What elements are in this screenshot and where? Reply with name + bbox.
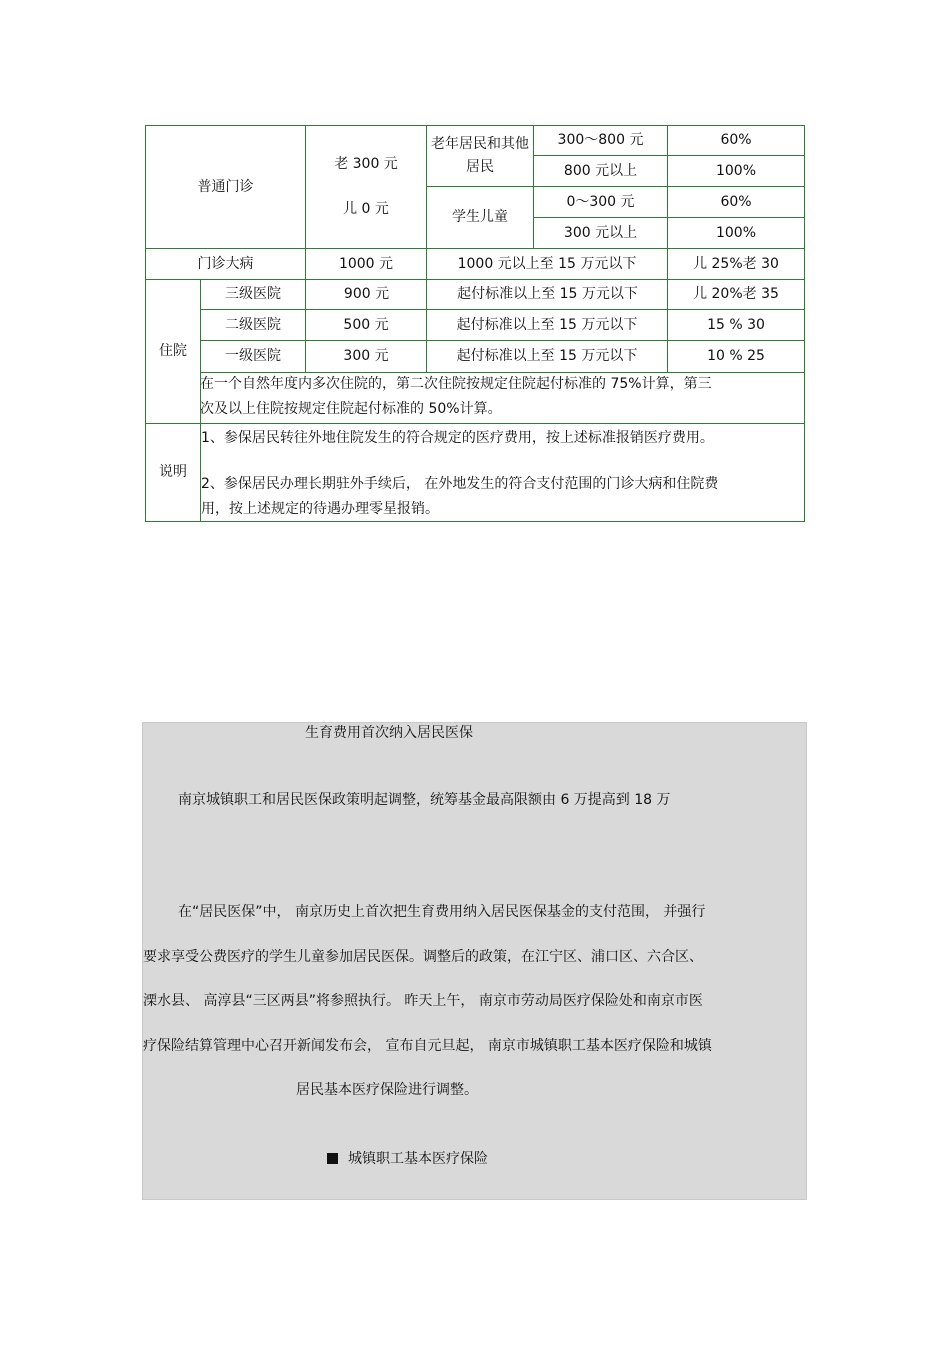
outpatient-label-cell (145, 125, 306, 249)
major-disease-label-cell (145, 248, 306, 280)
tier-rate: 100% (715, 224, 757, 241)
hospital-threshold: 500 元 (343, 316, 389, 333)
tier-range-cell (533, 186, 668, 218)
inpatient-note-line2: 次及以上住院按规定住院起付标准的 50%计算。 (200, 401, 502, 417)
article-paragraph-line: 要求享受公费医疗的学生儿童参加居民医保。调整后的政策，在江宁区、浦口区、六合区、 (143, 949, 703, 965)
note-item-2-line1: 2、参保居民办理长期驻外手续后， 在外地发生的符合支付范围的门诊大病和住院费 (201, 476, 719, 492)
major-disease-rate-cell (667, 248, 805, 280)
section-heading (327, 1151, 488, 1168)
tier-range-cell (533, 125, 668, 156)
article-subtitle: 南京城镇职工和居民医保政策明起调整，统筹基金最高限额由 6 万提高到 18 万 (178, 792, 671, 808)
group-elderly-cell (426, 125, 534, 187)
hospital-level: 二级医院 (225, 316, 281, 333)
article-paragraph-line: 疗保险结算管理中心召开新闻发布会， 宣布自元旦起， 南京市城镇职工基本医疗保险和城镇 (143, 1038, 712, 1054)
outpatient-label: 普通门诊 (197, 178, 254, 195)
hospital-rate: 15 % 30 (707, 316, 765, 333)
major-disease-label: 门诊大病 (197, 255, 254, 272)
tier-range: 0～300 元 (566, 193, 635, 210)
notes-label-cell (145, 423, 201, 522)
hospital-level-cell (200, 309, 306, 341)
note-item-2-line2: 用，按上述规定的待遇办理零星报销。 (201, 501, 439, 517)
major-disease-threshold-cell (305, 248, 427, 280)
group-students: 学生儿童 (452, 209, 508, 225)
hospital-rate-cell (667, 309, 805, 341)
group-students-cell (426, 186, 534, 249)
hospital-threshold-cell (305, 279, 427, 310)
tier-rate: 60% (720, 193, 752, 210)
inpatient-label: 住院 (159, 343, 187, 359)
inpatient-note-line1: 在一个自然年度内多次住院的，第二次住院按规定住院起付标准的 75%计算，第三 (200, 376, 712, 392)
tier-range-cell (533, 155, 668, 187)
tier-rate-cell (667, 217, 805, 249)
hospital-range-cell (426, 309, 668, 341)
hospital-rate: 儿 20%老 35 (693, 286, 779, 302)
tier-rate: 60% (720, 132, 752, 148)
news-article (142, 722, 807, 1200)
hospital-range-cell (426, 279, 668, 310)
inpatient-note-cell (200, 372, 805, 424)
tier-range: 300 元以上 (563, 224, 638, 241)
hospital-level-cell (200, 340, 306, 373)
hospital-level: 一级医院 (225, 348, 281, 364)
hospital-level-cell (200, 279, 306, 310)
hospital-range: 起付标准以上至 15 万元以下 (456, 348, 638, 364)
hospital-rate-cell (667, 340, 805, 373)
section-heading-text: 城镇职工基本医疗保险 (348, 1151, 488, 1167)
tier-rate-cell (667, 186, 805, 218)
hospital-range-cell (426, 340, 668, 373)
note-item-1: 1、参保居民转往外地住院发生的符合规定的医疗费用，按上述标准报销医疗费用。 (201, 430, 714, 446)
tier-range: 800 元以上 (563, 162, 638, 179)
major-disease-threshold: 1000 元 (338, 255, 394, 272)
tier-range-cell (533, 217, 668, 249)
group-elderly: 老年居民和其他居民 (431, 135, 529, 175)
hospital-rate: 10 % 25 (707, 348, 765, 364)
hospital-rate-cell (667, 279, 805, 310)
tier-rate-cell (667, 125, 805, 156)
threshold-old: 老 300 元 (334, 156, 398, 172)
inpatient-label-cell (145, 279, 201, 424)
article-title: 生育费用首次纳入居民医保 (305, 725, 473, 741)
article-paragraph-line: 溧水县、 高淳县“三区两县”将参照执行。 昨天上午， 南京市劳动局医疗保险处和南京市医 (143, 993, 703, 1009)
tier-rate-cell (667, 155, 805, 187)
hospital-threshold-cell (305, 309, 427, 341)
square-bullet-icon (327, 1153, 338, 1164)
major-disease-range: 1000 元以上至 15 万元以下 (457, 255, 637, 272)
outpatient-threshold-cell (305, 125, 427, 249)
tier-range: 300～800 元 (557, 132, 644, 148)
hospital-range: 起付标准以上至 15 万元以下 (456, 316, 638, 333)
hospital-range: 起付标准以上至 15 万元以下 (457, 286, 638, 302)
hospital-level: 三级医院 (225, 286, 281, 302)
major-disease-rate: 儿 25%老 30 (693, 255, 779, 272)
article-paragraph-line: 居民基本医疗保险进行调整。 (296, 1082, 478, 1098)
article-paragraph-line: 在“居民医保”中， 南京历史上首次把生育费用纳入居民医保基金的支付范围， 并强行 (178, 904, 706, 920)
major-disease-range-cell (426, 248, 668, 280)
hospital-threshold-cell (305, 340, 427, 373)
hospital-threshold: 300 元 (343, 348, 389, 364)
notes-content-cell (200, 423, 805, 522)
notes-label: 说明 (159, 464, 187, 480)
hospital-threshold: 900 元 (343, 286, 390, 302)
threshold-child: 儿 0 元 (343, 201, 389, 217)
tier-rate: 100% (715, 162, 757, 179)
